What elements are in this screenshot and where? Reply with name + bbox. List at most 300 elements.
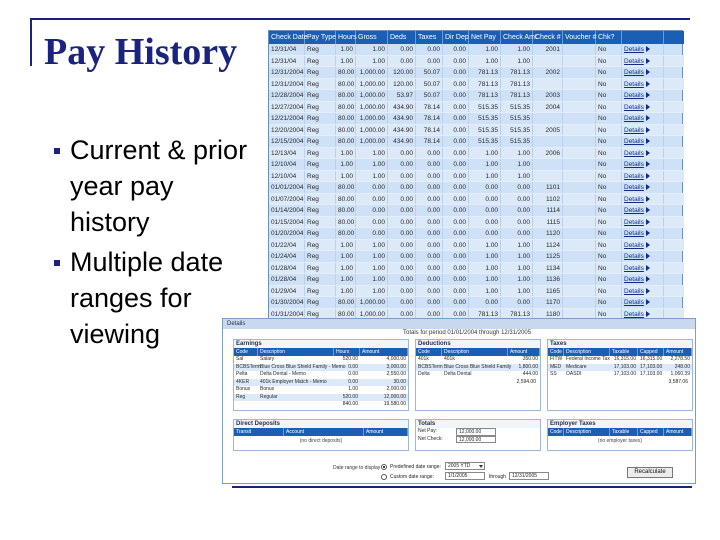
cell-voucher-number (563, 205, 596, 216)
cell-deds: 120.00 (388, 79, 416, 90)
table-row (269, 263, 684, 275)
cell-hours: 1.00 (336, 171, 356, 182)
details-link[interactable]: Details (624, 57, 644, 65)
cell-deds: 0.00 (388, 286, 416, 297)
range-from-input[interactable]: 1/1/2005 (445, 472, 485, 480)
details-link[interactable]: Details (624, 103, 644, 111)
cell-dir-dep: 0.00 (443, 159, 469, 170)
cell-net-pay: 0.00 (469, 205, 501, 216)
cell-check-amt: 0.00 (501, 228, 533, 239)
cell-check-amt: 781.13 (501, 309, 533, 320)
table-row (269, 79, 684, 91)
details-link-cell[interactable] (622, 113, 664, 124)
details-link-cell[interactable] (622, 297, 664, 308)
cell-deds: 120.00 (388, 67, 416, 78)
cell-dir-dep: 0.00 (443, 148, 469, 159)
cell-check-amt: 515.35 (501, 102, 533, 113)
net-check-value: 12,000.00 (456, 436, 496, 444)
cell-net-pay: 0.00 (469, 182, 501, 193)
cell-net-pay: 781.13 (469, 67, 501, 78)
cell-chk: No (596, 67, 622, 78)
list-item (548, 356, 692, 364)
column-header-check-amt[interactable]: Check Amt (501, 31, 533, 44)
cell-check-number: 1120 (533, 228, 563, 239)
cell-voucher-number (563, 251, 596, 262)
totals-period-text: Totals for period 01/01/2004 through 12/31/2005 (403, 330, 532, 336)
cell-pay-type: Reg (305, 113, 336, 124)
cell-chk: No (596, 159, 622, 170)
details-link[interactable]: Details (624, 218, 644, 226)
pay-history-grid (268, 30, 683, 318)
details-link-cell[interactable] (622, 79, 664, 90)
cell-gross: 1,000.00 (356, 297, 388, 308)
earnings-cell: 0.00 (348, 378, 358, 385)
cell-check-number (533, 56, 563, 67)
earnings-cell: 520.00 (342, 393, 358, 400)
details-link-cell[interactable] (622, 171, 664, 182)
employer-taxes-panel (547, 419, 693, 451)
cell-deds: 0.00 (388, 182, 416, 193)
cell-pay-type: Reg (305, 182, 336, 193)
column-header-pay-type[interactable]: Pay Type (305, 31, 336, 44)
cell-chk: No (596, 102, 622, 113)
cell-check-amt: 0.00 (501, 194, 533, 205)
cell-check-number: 2005 (533, 125, 563, 136)
details-link[interactable]: Details (624, 195, 644, 203)
column-header-voucher-number[interactable]: Voucher # (563, 31, 596, 44)
earnings-cell: BCBSTerm (236, 363, 261, 370)
table-row (269, 240, 684, 252)
cell-pay-type: Reg (305, 228, 336, 239)
triangle-right-icon (646, 311, 650, 317)
column-header-net-pay[interactable]: Net Pay (469, 31, 501, 44)
grid-body (269, 44, 684, 332)
cell-hours: 80.00 (338, 80, 355, 88)
cell-gross: 1,000.00 (356, 113, 388, 124)
slide-frame-top (30, 18, 690, 20)
earnings-panel (233, 339, 409, 411)
triangle-right-icon (646, 81, 650, 87)
cell-chk: No (596, 44, 622, 55)
column-header-hours[interactable]: Hours (336, 31, 356, 44)
list-item (234, 394, 408, 402)
cell-gross: 1.00 (356, 148, 388, 159)
bullet-item (54, 132, 254, 240)
cell-hours: 1.00 (336, 159, 356, 170)
cell-pay-type: Reg (305, 194, 336, 205)
earnings-cell: 4,000.00 (386, 356, 406, 362)
range-through-label: through (489, 474, 506, 480)
employer-taxes-header (548, 428, 692, 436)
details-link[interactable]: Details (624, 80, 644, 88)
details-link[interactable]: Details (624, 276, 644, 283)
cell-deds: 53.97 (388, 90, 416, 101)
details-link-cell[interactable] (622, 286, 664, 297)
cell-deds: 0.00 (388, 251, 416, 262)
column-header-deds[interactable]: Deds (388, 31, 416, 44)
date-range-controls (333, 461, 693, 483)
cell-net-pay: 1.00 (469, 148, 501, 159)
details-link[interactable]: Details (624, 46, 644, 53)
predefined-range-select[interactable] (445, 462, 485, 470)
cell-dir-dep: 0.00 (443, 113, 469, 124)
cell-check-date: 01/14/2004 (271, 207, 304, 214)
cell-dir-dep: 0.00 (443, 136, 469, 147)
cell-voucher-number (563, 102, 596, 113)
cell-taxes: 0.00 (416, 148, 443, 159)
details-link-cell[interactable] (622, 274, 664, 285)
details-link-cell[interactable] (622, 217, 664, 228)
earnings-amount-total: 19,580.00 (383, 401, 406, 407)
taxes-cell: 248.00 (674, 363, 690, 370)
details-link[interactable]: Details (624, 126, 644, 134)
predefined-range-label: Predefined date range: (390, 464, 441, 470)
taxes-col-header: Code (548, 348, 564, 356)
cell-taxes: 50.07 (416, 67, 443, 78)
details-link[interactable]: Details (624, 264, 644, 272)
details-link[interactable]: Details (624, 253, 644, 260)
slide-frame-left (30, 18, 32, 66)
cell-dir-dep: 0.00 (443, 228, 469, 239)
cell-net-pay: 781.13 (469, 79, 501, 90)
cell-chk: No (596, 79, 622, 90)
cell-pay-type: Reg (305, 56, 336, 67)
cell-voucher-number (563, 159, 596, 170)
taxes-total: 3,587.06 (668, 378, 688, 385)
employer-taxes-col-header: Capped (638, 428, 664, 436)
earnings-cell: 520.00 (342, 356, 358, 362)
details-link-cell[interactable] (622, 205, 664, 216)
cell-hours: 80.00 (338, 92, 355, 99)
details-link[interactable]: Details (624, 161, 644, 168)
cell-chk: No (596, 182, 622, 193)
details-link-cell[interactable] (622, 194, 664, 205)
earnings-title: Earnings (234, 340, 408, 348)
cell-check-date: 01/30/2004 (271, 299, 304, 306)
cell-check-amt: 1.00 (501, 263, 533, 274)
cell-taxes: 0.00 (416, 194, 443, 205)
details-link-cell[interactable] (622, 56, 664, 67)
cell-net-pay: 515.35 (469, 125, 501, 136)
deductions-panel (415, 339, 541, 411)
cell-check-date: 01/29/04 (269, 286, 305, 297)
cell-chk: No (596, 286, 622, 297)
table-row (269, 113, 684, 125)
cell-check-number: 2003 (533, 90, 563, 101)
details-link-cell[interactable] (622, 125, 664, 136)
details-link[interactable]: Details (624, 241, 644, 249)
cell-deds: 0.00 (388, 159, 416, 170)
earnings-cell: Salary (260, 356, 275, 362)
cell-dir-dep: 0.00 (443, 56, 469, 67)
cell-dir-dep: 0.00 (443, 263, 469, 274)
cell-pay-type: Reg (305, 125, 336, 136)
taxes-cell: Medicare (566, 363, 587, 370)
deductions-col-header: Code (416, 348, 442, 356)
triangle-right-icon (646, 138, 650, 144)
details-link-cell[interactable] (622, 44, 664, 55)
column-header-gross[interactable]: Gross (356, 31, 388, 44)
table-row (269, 44, 684, 56)
cell-voucher-number (563, 44, 596, 55)
cell-hours: 80.00 (338, 299, 355, 306)
details-link[interactable]: Details (624, 69, 644, 76)
details-link-cell[interactable] (622, 136, 664, 147)
bullet-text: Current & prior year pay history (70, 135, 248, 237)
cell-chk: No (596, 136, 622, 147)
cell-dir-dep: 0.00 (443, 90, 469, 101)
table-row (269, 274, 684, 286)
cell-gross: 1.00 (356, 44, 388, 55)
earnings-cell: 0.00 (348, 371, 358, 377)
details-link-cell[interactable] (622, 159, 664, 170)
cell-chk: No (596, 263, 622, 274)
cell-taxes: 0.00 (416, 228, 443, 239)
table-row (269, 171, 684, 183)
deductions-col-header: Description (442, 348, 508, 356)
cell-voucher-number (563, 148, 596, 159)
cell-check-amt: 1.00 (501, 274, 533, 285)
cell-deds: 0.00 (388, 171, 416, 182)
cell-check-number (533, 136, 563, 147)
earnings-col-header: Description (258, 348, 334, 356)
details-link[interactable]: Details (624, 310, 644, 318)
cell-taxes: 0.00 (416, 251, 443, 262)
cell-pay-type: Reg (305, 274, 336, 285)
cell-check-amt: 781.13 (501, 90, 533, 101)
direct-deposits-panel (233, 419, 409, 451)
cell-check-date: 12/27/2004 (271, 103, 304, 111)
details-link[interactable]: Details (624, 92, 644, 99)
cell-voucher-number (563, 228, 596, 239)
list-item (234, 379, 408, 387)
cell-net-pay: 1.00 (469, 263, 501, 274)
cell-check-number: 2001 (533, 44, 563, 55)
cell-chk: No (596, 228, 622, 239)
taxes-header (548, 348, 692, 356)
cell-chk: No (596, 309, 622, 320)
cell-chk: No (596, 274, 622, 285)
cell-dir-dep: 0.00 (443, 67, 469, 78)
cell-check-date: 12/13/04 (269, 148, 305, 159)
cell-net-pay: 1.00 (469, 286, 501, 297)
earnings-cell: Blue Cross Blue Shield Family - Memo (260, 363, 346, 370)
triangle-right-icon (646, 265, 650, 271)
cell-net-pay: 0.00 (469, 297, 501, 308)
triangle-right-icon (646, 173, 650, 179)
column-header-check-date[interactable]: Check Date (269, 31, 305, 44)
cell-pay-type: Reg (305, 102, 336, 113)
column-header-check-number[interactable]: Check # (533, 31, 563, 44)
custom-range-radio[interactable] (381, 474, 387, 480)
table-row (269, 286, 684, 298)
taxes-col-header: Description (564, 348, 610, 356)
earnings-col-header: Hours (334, 348, 360, 356)
cell-check-amt: 515.35 (501, 136, 533, 147)
table-row (269, 297, 684, 309)
details-link-cell[interactable] (622, 263, 664, 274)
details-link[interactable]: Details (624, 172, 644, 180)
details-link-cell[interactable] (622, 182, 664, 193)
taxes-title: Taxes (548, 340, 692, 348)
table-row (269, 67, 684, 79)
cell-deds: 0.00 (388, 148, 416, 159)
cell-check-date: 12/31/2004 (271, 69, 304, 76)
earnings-cell: 0.00 (348, 363, 358, 370)
cell-chk: No (596, 125, 622, 136)
earnings-cell: Bonus (260, 386, 275, 392)
cell-net-pay: 1.00 (469, 171, 501, 182)
employer-taxes-empty: (no employer taxes) (597, 438, 643, 444)
table-row (269, 136, 684, 148)
column-header-taxes[interactable]: Taxes (416, 31, 443, 44)
column-header-chk[interactable]: Chk? (596, 31, 622, 44)
details-link[interactable]: Details (624, 299, 644, 306)
cell-check-number: 1102 (533, 194, 563, 205)
cell-chk: No (596, 113, 622, 124)
cell-taxes: 78.14 (416, 113, 443, 124)
triangle-right-icon (646, 230, 650, 236)
taxes-cell: 17,103.00 (613, 371, 636, 377)
direct-deposits-col-header: Transit (234, 428, 284, 436)
deductions-total-row (416, 379, 540, 387)
cell-check-date: 01/31/2004 (271, 310, 304, 318)
cell-pay-type: Reg (305, 251, 336, 262)
cell-voucher-number (563, 56, 596, 67)
details-link-cell[interactable] (622, 148, 664, 159)
cell-check-date: 12/15/2004 (271, 138, 304, 145)
cell-check-date: 01/07/2004 (271, 195, 304, 203)
cell-chk: No (596, 251, 622, 262)
cell-taxes: 78.14 (416, 102, 443, 113)
triangle-right-icon (646, 242, 650, 248)
cell-chk: No (596, 297, 622, 308)
details-link-cell[interactable] (622, 102, 664, 113)
cell-taxes: 50.07 (416, 79, 443, 90)
direct-deposits-header (234, 428, 408, 436)
slide-frame-bottom (232, 486, 692, 488)
table-row (269, 228, 684, 240)
taxes-cell: OASDI (566, 371, 582, 377)
cell-hours: 1.00 (336, 274, 356, 285)
cell-gross: 0.00 (356, 217, 388, 228)
details-link[interactable]: Details (624, 207, 644, 214)
cell-check-number: 1136 (533, 274, 563, 285)
details-link[interactable]: Details (624, 115, 644, 122)
cell-check-date: 01/22/04 (269, 240, 305, 251)
cell-check-number: 1180 (533, 309, 563, 320)
details-link[interactable]: Details (624, 184, 644, 191)
cell-deds: 0.00 (388, 274, 416, 285)
cell-check-date: 12/31/04 (269, 44, 305, 55)
recalculate-button[interactable]: Recalculate (627, 467, 673, 478)
cell-pay-type: Reg (305, 148, 336, 159)
deductions-cell: Delta (418, 371, 430, 377)
earnings-cell: 401k Employer Match - Memo (260, 378, 327, 385)
details-link[interactable]: Details (624, 230, 644, 237)
details-link[interactable]: Details (624, 138, 644, 145)
details-link-cell[interactable] (622, 228, 664, 239)
details-link-cell[interactable] (622, 67, 664, 78)
cell-gross: 1,000.00 (356, 67, 388, 78)
cell-net-pay: 0.00 (469, 228, 501, 239)
cell-net-pay: 1.00 (469, 159, 501, 170)
earnings-cell: Sal (236, 356, 244, 362)
earnings-cell: 3,000.00 (386, 363, 406, 370)
cell-check-date: 12/20/2004 (271, 126, 304, 134)
cell-deds: 434.90 (388, 125, 416, 136)
cell-deds: 0.00 (388, 240, 416, 251)
cell-gross: 1.00 (356, 286, 388, 297)
cell-check-amt: 781.13 (501, 67, 533, 78)
cell-gross: 1.00 (356, 159, 388, 170)
cell-voucher-number (563, 297, 596, 308)
cell-dir-dep: 0.00 (443, 44, 469, 55)
cell-check-number: 1101 (533, 182, 563, 193)
net-check-row (416, 436, 540, 444)
cell-gross: 1,000.00 (356, 136, 388, 147)
cell-net-pay: 515.35 (469, 102, 501, 113)
cell-dir-dep: 0.00 (443, 79, 469, 90)
taxes-col-header: Capped (638, 348, 664, 356)
table-row (269, 159, 684, 171)
list-item (416, 371, 540, 379)
cell-taxes: 78.14 (416, 125, 443, 136)
cell-check-amt: 515.35 (501, 125, 533, 136)
table-row (269, 251, 684, 263)
range-through-input[interactable]: 12/31/2005 (509, 472, 549, 480)
details-link-cell[interactable] (622, 90, 664, 101)
cell-check-number: 2004 (533, 102, 563, 113)
cell-voucher-number (563, 79, 596, 90)
predefined-range-radio[interactable] (381, 464, 387, 470)
triangle-right-icon (646, 46, 650, 52)
cell-hours: 80.00 (338, 69, 355, 76)
cell-check-date: 12/10/04 (269, 159, 305, 170)
deductions-col-header: Amount (508, 348, 540, 356)
deductions-cell: Delta Dental (444, 371, 472, 377)
taxes-cell: 16,315.00 (613, 356, 636, 362)
cell-pay-type: Reg (305, 79, 336, 90)
employer-taxes-col-header: Description (564, 428, 610, 436)
cell-deds: 434.90 (388, 102, 416, 113)
details-link-cell[interactable] (622, 240, 664, 251)
list-item (416, 364, 540, 372)
cell-gross: 0.00 (356, 182, 388, 193)
custom-range-label: Custom date range: (390, 474, 434, 480)
taxes-cell: Federal Income Tax (566, 356, 610, 362)
cell-check-number: 1134 (533, 263, 563, 274)
employer-taxes-col-header: Amount (664, 428, 692, 436)
table-row (269, 205, 684, 217)
cell-hours: 1.00 (336, 44, 356, 55)
details-link[interactable]: Details (624, 149, 644, 157)
cell-check-date: 12/21/2004 (271, 115, 304, 122)
cell-check-amt: 0.00 (501, 182, 533, 193)
direct-deposits-col-header: Account (284, 428, 364, 436)
table-row (269, 90, 684, 102)
cell-hours: 80.00 (338, 103, 355, 111)
column-header-dir-dep[interactable]: Dir Dep (443, 31, 469, 44)
table-row (269, 56, 684, 68)
cell-check-amt: 0.00 (501, 205, 533, 216)
cell-net-pay: 515.35 (469, 136, 501, 147)
cell-taxes: 0.00 (416, 286, 443, 297)
details-link-cell[interactable] (622, 251, 664, 262)
details-link[interactable]: Details (624, 287, 644, 295)
cell-taxes: 0.00 (416, 56, 443, 67)
square-bullet-icon (54, 260, 60, 266)
